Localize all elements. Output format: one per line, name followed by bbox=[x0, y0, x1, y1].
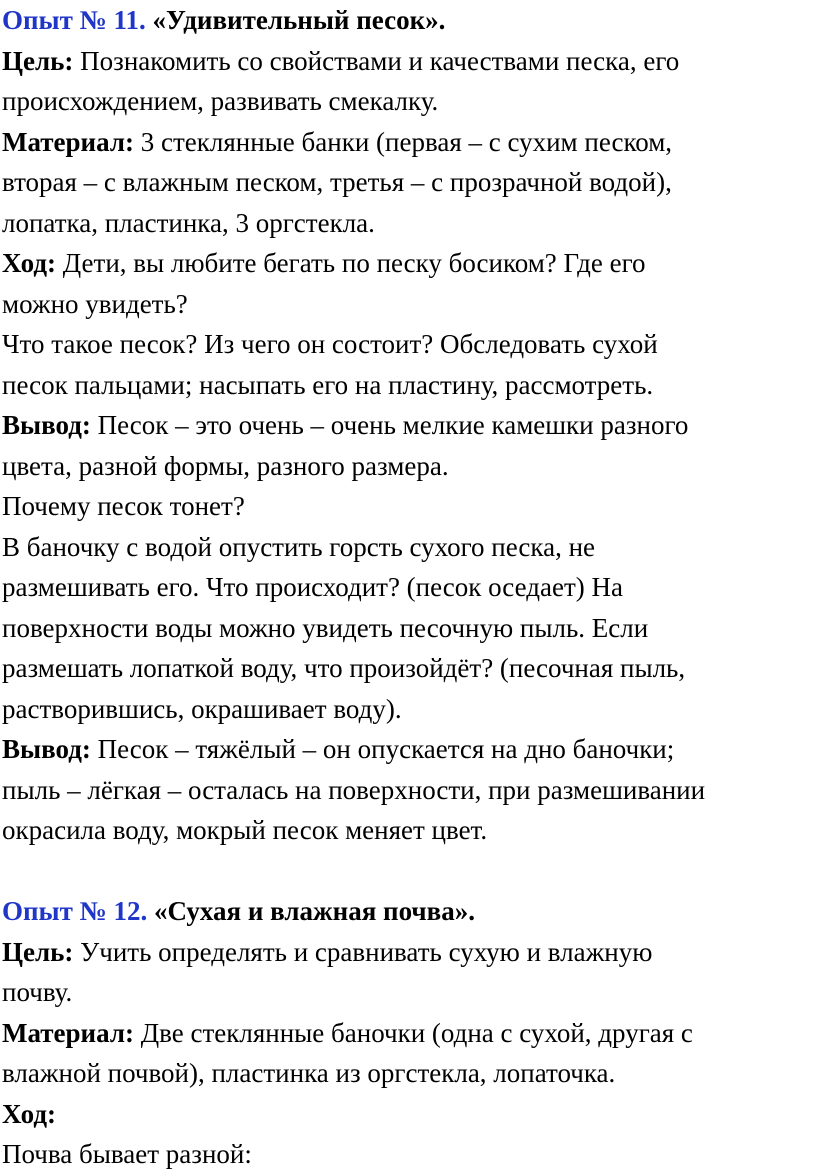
paragraph-line: размешивать его. Что происходит? (песок оседает) На bbox=[2, 572, 623, 602]
conclusion-text-line: цвета, разной формы, разного размера. bbox=[2, 450, 449, 481]
experiment-12-material bbox=[2, 1013, 816, 1054]
section-spacer bbox=[2, 851, 816, 892]
experiment-11-title: «Удивительный песок». bbox=[145, 5, 446, 35]
course-label: Ход: bbox=[2, 248, 57, 278]
course-text-line: можно увидеть? bbox=[2, 288, 188, 319]
paragraph-line: В баночку с водой опустить горсть сухого песка, не bbox=[2, 531, 596, 562]
goal-text: Учить определять и сравнивать сухую и влажную bbox=[73, 936, 653, 967]
experiment-12-course bbox=[2, 1094, 816, 1135]
material-text-line: влажной почвой), пластинка из оргстекла, лопаточка. bbox=[2, 1058, 616, 1088]
course-label: Ход: bbox=[2, 1098, 57, 1129]
paragraph-line: поверхности воды можно увидеть песочную пыль. Если bbox=[2, 612, 649, 643]
paragraph-line: Что такое песок? Из чего он состоит? Обследовать сухой bbox=[2, 329, 658, 359]
experiment-12-goal bbox=[2, 932, 816, 973]
experiment-11-goal bbox=[2, 41, 816, 82]
experiment-12-title: «Сухая и влажная почва». bbox=[147, 896, 475, 926]
material-text-line: вторая – с влажным песком, третья – с прозрачной водой), bbox=[2, 167, 672, 197]
goal-text: Познакомить со свойствами и качествами песка, его bbox=[73, 45, 680, 76]
conclusion-label: Вывод: bbox=[2, 734, 91, 764]
experiment-12-heading bbox=[2, 891, 816, 932]
goal-text-line: происхождением, развивать смекалку. bbox=[2, 86, 439, 116]
paragraph-line: песок пальцами; насыпать его на пластину, рассмотреть. bbox=[2, 369, 654, 400]
conclusion-text-line: окрасила воду, мокрый песок меняет цвет. bbox=[2, 815, 488, 845]
conclusion-text: Песок – это очень – очень мелкие камешки разного bbox=[90, 410, 689, 440]
goal-text-line: почву. bbox=[2, 977, 73, 1007]
experiment-11-material bbox=[2, 122, 816, 163]
course-text: Дети, вы любите бегать по песку босиком? Где его bbox=[56, 248, 646, 278]
paragraph-line: растворившись, окрашивает воду). bbox=[2, 693, 402, 724]
goal-label: Цель: bbox=[2, 936, 74, 967]
experiment-11-conclusion-2 bbox=[2, 729, 816, 770]
experiment-11-conclusion-1 bbox=[2, 405, 816, 446]
material-text: Две стеклянные баночки (одна с сухой, другая с bbox=[133, 1017, 693, 1048]
experiment-11-heading bbox=[2, 0, 816, 41]
paragraph-line: размешать лопаткой воду, что произойдёт? (песочная пыль, bbox=[2, 653, 686, 683]
paragraph-line: Почва бывает разной: bbox=[2, 1139, 252, 1169]
paragraph-line: Почему песок тонет? bbox=[2, 491, 245, 521]
goal-label: Цель: bbox=[2, 45, 74, 76]
conclusion-text: Песок – тяжёлый – он опускается на дно баночки; bbox=[90, 734, 675, 764]
material-text-line: лопатка, пластинка, 3 оргстекла. bbox=[2, 207, 375, 238]
material-label: Материал: bbox=[2, 126, 134, 157]
material-label: Материал: bbox=[2, 1017, 134, 1048]
experiment-12-number: Опыт № 12. bbox=[2, 896, 148, 926]
experiment-11-number: Опыт № 11. bbox=[2, 5, 146, 35]
conclusion-text-line: пыль – лёгкая – осталась на поверхности, при размешивании bbox=[2, 774, 706, 805]
conclusion-label: Вывод: bbox=[2, 410, 91, 440]
material-text: 3 стеклянные банки (первая – с сухим песком, bbox=[133, 126, 673, 157]
experiment-11-course bbox=[2, 243, 816, 284]
